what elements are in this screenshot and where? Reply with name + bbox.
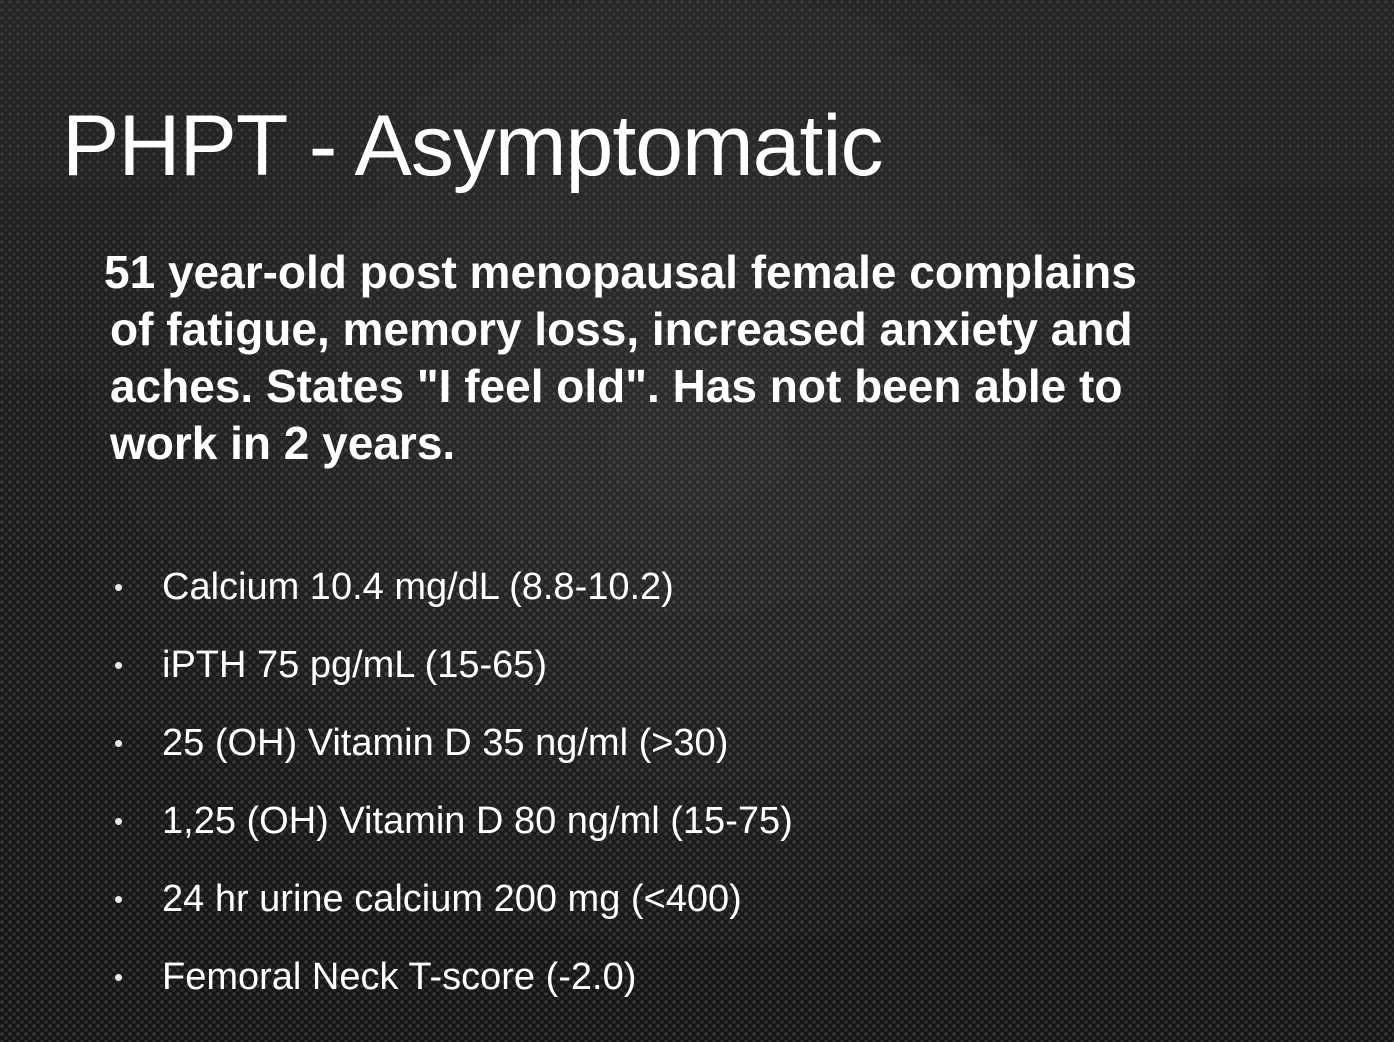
bullet-icon: • — [114, 961, 124, 992]
lab-item-femoral-neck — [112, 938, 793, 1016]
slide-title: PHPT - Asymptomatic — [62, 98, 883, 194]
lab-results-list — [112, 548, 793, 1016]
bullet-icon: • — [114, 727, 124, 758]
lab-item-ipth — [112, 626, 793, 704]
lab-text: Calcium 10.4 mg/dL (8.8-10.2) — [162, 565, 674, 608]
case-line-2: of fatigue, memory loss, increased anxiety and — [110, 303, 1133, 355]
lab-item-1-25-oh-vitamin-d — [112, 782, 793, 860]
bullet-icon: • — [114, 571, 124, 602]
lab-text: iPTH 75 pg/mL (15-65) — [162, 643, 548, 686]
lab-text: Femoral Neck T-score (-2.0) — [162, 955, 637, 998]
lab-text: 1,25 (OH) Vitamin D 80 ng/ml (15-75) — [162, 799, 793, 842]
lab-text: 25 (OH) Vitamin D 35 ng/ml (>30) — [162, 721, 729, 764]
bullet-icon: • — [114, 805, 124, 836]
bullet-icon: • — [114, 883, 124, 914]
case-line-4: work in 2 years. — [110, 417, 456, 469]
lab-item-urine-calcium — [112, 860, 793, 938]
case-line-3: aches. States "I feel old". Has not been able to — [110, 360, 1123, 412]
lab-text: 24 hr urine calcium 200 mg (<400) — [162, 877, 742, 920]
case-line-1: 51 year-old post menopausal female complains — [104, 246, 1137, 298]
case-description — [104, 244, 1374, 472]
lab-item-25-oh-vitamin-d — [112, 704, 793, 782]
bullet-icon: • — [114, 649, 124, 680]
lab-item-calcium — [112, 548, 793, 626]
